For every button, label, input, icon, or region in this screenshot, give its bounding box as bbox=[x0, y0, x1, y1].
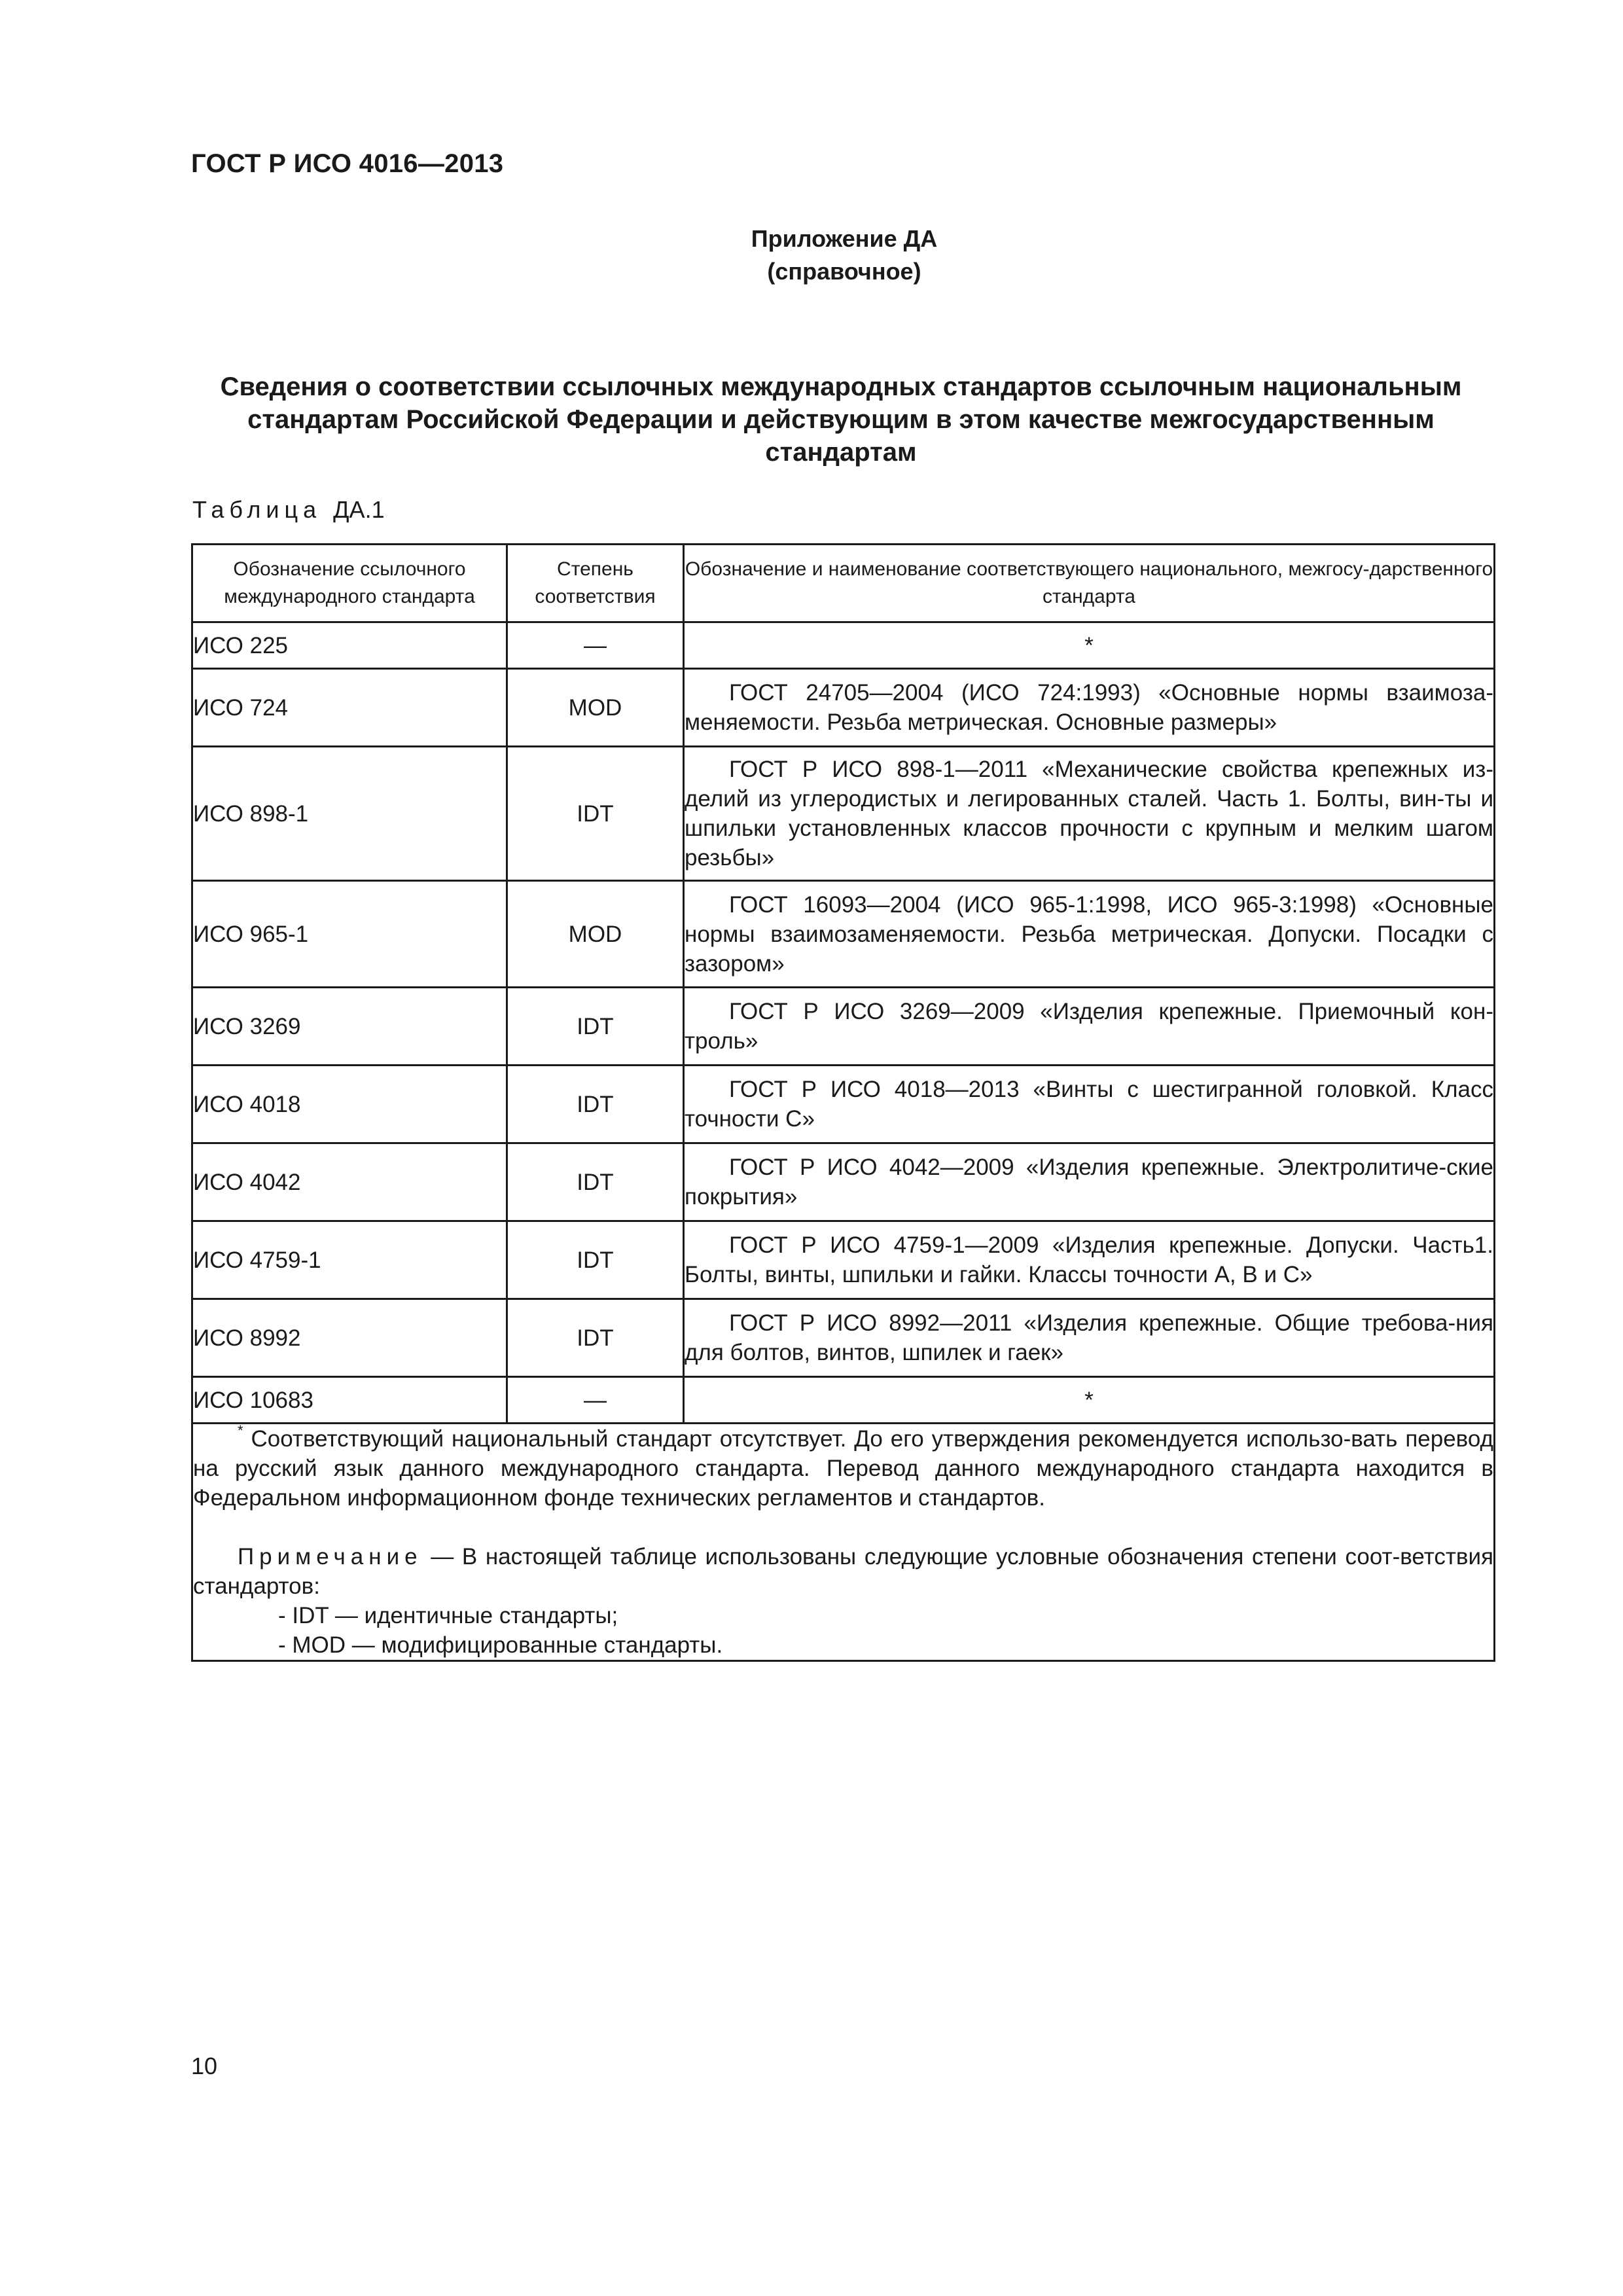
legend-item: - IDT — идентичные стандарты; bbox=[278, 1603, 618, 1628]
cell-national-text: ГОСТ Р ИСО 4759-1—2009 «Изделия крепежные. Допуски. Часть1. Болты, винты, шпильки и гайки. Классы точности А, В и С» bbox=[685, 1232, 1493, 1287]
table-row bbox=[192, 669, 1495, 747]
correspondence-table bbox=[191, 543, 1495, 1662]
title-line: Сведения о соответствии ссылочных международных стандартов ссылочным национальным bbox=[220, 372, 1462, 401]
cell-degree: — bbox=[507, 622, 684, 669]
table-row bbox=[192, 988, 1495, 1066]
footnote-text: Соответствующий национальный стандарт отсутствует. До его утверждения рекомендуется использо-вать перевод на русский язык данного международного стандарта. Перевод данного международного стандарта находится в Федеральном информационном фонде технических регламентов и стандартов. bbox=[193, 1426, 1493, 1511]
note-label: Примечание bbox=[238, 1544, 423, 1570]
appendix-title: Приложение ДА bbox=[751, 225, 938, 252]
cell-designation: ИСО 3269 bbox=[192, 988, 507, 1066]
cell-national: * bbox=[684, 1377, 1495, 1424]
table-note bbox=[193, 1542, 1493, 1601]
document-code: ГОСТ Р ИСО 4016—2013 bbox=[191, 149, 504, 178]
cell-national-text: ГОСТ Р ИСО 3269—2009 «Изделия крепежные. Приемочный кон-троль» bbox=[685, 999, 1493, 1054]
cell-designation: ИСО 965-1 bbox=[192, 881, 507, 988]
cell-national bbox=[684, 1299, 1495, 1377]
table-caption-number: ДА.1 bbox=[333, 496, 385, 523]
cell-national bbox=[684, 988, 1495, 1066]
cell-degree: IDT bbox=[507, 1221, 684, 1299]
cell-national-text: ГОСТ Р ИСО 898-1—2011 «Механические свойства крепежных из-делий из углеродистых и легированных сталей. Часть 1. Болты, вин-ты и шпильки установленных классов прочности с крупным и мелким шагом резьбы» bbox=[685, 757, 1493, 870]
cell-national bbox=[684, 669, 1495, 747]
table-header-row bbox=[192, 545, 1495, 622]
title-line: стандартам bbox=[765, 438, 917, 467]
table-footer-row bbox=[192, 1424, 1495, 1661]
cell-designation: ИСО 225 bbox=[192, 622, 507, 669]
table-row bbox=[192, 1299, 1495, 1377]
cell-national-text: ГОСТ Р ИСО 4042—2009 «Изделия крепежные. Электролитиче-ские покрытия» bbox=[685, 1155, 1493, 1210]
cell-designation: ИСО 10683 bbox=[192, 1377, 507, 1424]
cell-national-text: ГОСТ 16093—2004 (ИСО 965-1:1998, ИСО 965-3:1998) «Основные нормы взаимозаменяемости. Резьба метрическая. Допуски. Посадки с зазором» bbox=[685, 891, 1493, 977]
legend-item: - MOD — модифицированные стандарты. bbox=[278, 1632, 723, 1658]
column-header-national: Обозначение и наименование соответствующего национального, межгосу-дарственного стандарта bbox=[684, 545, 1495, 622]
cell-national bbox=[684, 881, 1495, 988]
table-caption-label: Таблица bbox=[192, 496, 322, 523]
cell-designation: ИСО 4759-1 bbox=[192, 1221, 507, 1299]
table-row bbox=[192, 622, 1495, 669]
cell-national-text: ГОСТ Р ИСО 8992—2011 «Изделия крепежные. Общие требова-ния для болтов, винтов, шпилек и гаек» bbox=[685, 1310, 1493, 1365]
column-header-designation: Обозначение ссылочного международного стандарта bbox=[192, 545, 507, 622]
title-line: стандартам Российской Федерации и действующим в этом качестве межгосударственным bbox=[247, 405, 1435, 434]
footnote-mark: * bbox=[238, 1422, 243, 1439]
cell-national bbox=[684, 747, 1495, 881]
cell-national bbox=[684, 1221, 1495, 1299]
cell-degree: IDT bbox=[507, 988, 684, 1066]
table-row bbox=[192, 747, 1495, 881]
cell-degree: IDT bbox=[507, 747, 684, 881]
cell-national-text: ГОСТ Р ИСО 4018—2013 «Винты с шестигранной головкой. Класс точности С» bbox=[685, 1077, 1493, 1132]
cell-national: * bbox=[684, 622, 1495, 669]
section-title bbox=[190, 370, 1492, 469]
cell-degree: IDT bbox=[507, 1066, 684, 1143]
cell-designation: ИСО 8992 bbox=[192, 1299, 507, 1377]
footnote bbox=[193, 1424, 1493, 1513]
table-caption bbox=[192, 496, 385, 524]
cell-designation: ИСО 4042 bbox=[192, 1143, 507, 1221]
cell-designation: ИСО 4018 bbox=[192, 1066, 507, 1143]
table-row bbox=[192, 1377, 1495, 1424]
note-text: — В настоящей таблице использованы следующие условные обозначения степени соот-ветствия стандартов: bbox=[193, 1544, 1493, 1599]
table-row bbox=[192, 1221, 1495, 1299]
appendix-heading bbox=[0, 223, 1623, 288]
cell-degree: — bbox=[507, 1377, 684, 1424]
appendix-kind: (справочное) bbox=[767, 258, 921, 285]
table-row bbox=[192, 881, 1495, 988]
cell-national-text: ГОСТ 24705—2004 (ИСО 724:1993) «Основные нормы взаимоза-меняемости. Резьба метрическая. Основные размеры» bbox=[685, 680, 1493, 735]
cell-degree: IDT bbox=[507, 1299, 684, 1377]
table-row bbox=[192, 1066, 1495, 1143]
cell-national bbox=[684, 1066, 1495, 1143]
cell-designation: ИСО 724 bbox=[192, 669, 507, 747]
table-footnote-cell bbox=[192, 1424, 1495, 1661]
page-number: 10 bbox=[191, 2053, 218, 2079]
column-header-degree: Степень соответствия bbox=[507, 545, 684, 622]
cell-degree: MOD bbox=[507, 881, 684, 988]
table-row bbox=[192, 1143, 1495, 1221]
cell-degree: MOD bbox=[507, 669, 684, 747]
cell-national bbox=[684, 1143, 1495, 1221]
cell-designation: ИСО 898-1 bbox=[192, 747, 507, 881]
cell-degree: IDT bbox=[507, 1143, 684, 1221]
